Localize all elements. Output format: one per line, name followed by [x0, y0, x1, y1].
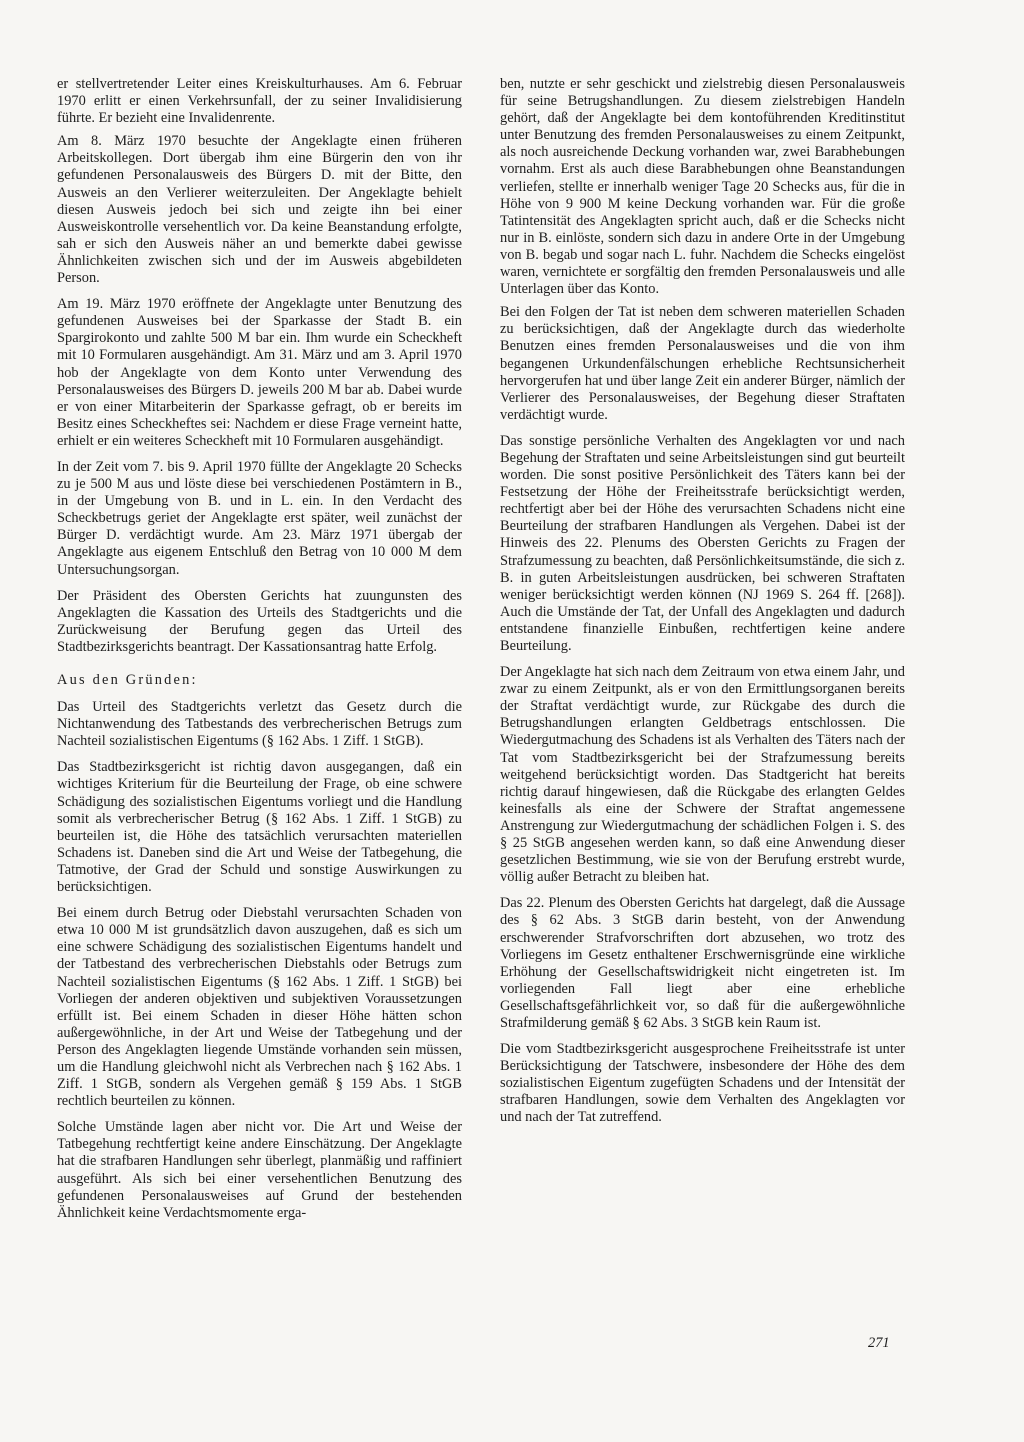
- paragraph: Am 8. März 1970 besuchte der Angeklagte einen früheren Arbeitskollegen. Dort übergab ihm eine Bürgerin den von ihr gefundenen Personalausweis des Bürgers D. mit der Bitte, den Ausweis an den Verlierer weiterzuleiten. Der Angeklagte behielt diesen Ausweis jedoch bei sich und zeigte ihn bei einer Ausweiskontrolle versehentlich vor. Da keine Beanstandung erfolgte, sah er sich den Ausweis näher an und bemerkte dabei gewisse Ähnlichkeiten zwischen sich und der im Ausweis abgebildeten Person.: [57, 133, 462, 287]
- paragraph: Bei einem durch Betrug oder Diebstahl verursachten Schaden von etwa 10 000 M ist grundsätzlich davon auszugehen, daß es sich um eine schwere Schädigung des sozialistischen Eigentums handelt und der Tatbestand des verbrecherischen Diebstahls oder Betrugs zum Nachteil sozialistischen Eigentums (§ 162 Abs. 1 Ziff. 1 StGB) bei Vorliegen der anderen objektiven und subjektiven Voraussetzungen erfüllt ist. Bei einem Schaden in dieser Höhe hätten schon außergewöhnliche, in der Art und Weise der Tatbegehung und der Person des Angeklagten liegende Umstände vorhanden sein müssen, um die Handlung gleichwohl nicht als Verbrechen nach § 162 Abs. 1 Ziff. 1 StGB, sondern als Vergehen gemäß § 159 Abs. 1 StGB rechtlich beurteilen zu können.: [57, 905, 462, 1110]
- section-heading: Aus den Gründen:: [57, 672, 198, 688]
- paragraph: er stellvertretender Leiter eines Kreiskulturhauses. Am 6. Februar 1970 erlitt er einen Verkehrsunfall, der zu seiner Invalidisierung führte. Er bezieht eine Invalidenrente.: [57, 76, 462, 127]
- paragraph: Der Präsident des Obersten Gerichts hat zuungunsten des Angeklagten die Kassation des Urteils des Stadtgerichts und die Zurückweisung der Berufung gegen das Urteil des Stadtbezirksgerichts beantragt. Der Kassationsantrag hatte Erfolg.: [57, 587, 462, 655]
- left-column: [57, 76, 462, 1231]
- paragraph: Das Stadtbezirksgericht ist richtig davon ausgegangen, daß ein wichtiges Kriterium für die Beurteilung der Frage, ob eine schwere Schädigung des sozialistischen Eigentums vorliegt und die Handlung somit als verbrecherischer Betrug (§ 162 Abs. 1 Ziff. 1 StGB) zu beurteilen ist, die Höhe des tatsächlich verursachten materiellen Schadens ist. Daneben sind die Art und Weise der Tatbegehung, die Tatmotive, der Grad der Schuld und sonstige Auswirkungen zu berücksichtigen.: [57, 759, 462, 896]
- paragraph: Das sonstige persönliche Verhalten des Angeklagten vor und nach Begehung der Straftaten und seine Arbeitsleistungen sind gut beurteilt worden. Die sonst positive Persönlichkeit des Täters kann bei der Festsetzung der Höhe der Freiheitsstrafe berücksichtigt werden, rechtfertigt aber bei der Höhe des verursachten Schadens nicht eine Beurteilung der strafbaren Handlungen als Vergehen. Dabei ist der Hinweis des 22. Plenums des Obersten Gerichts zu Fragen der Strafzumessung zu beachten, daß Persönlichkeitsumstände, die sich z. B. in guten Arbeitsleistungen ausdrücken, bei schweren Straftaten weniger berücksichtigt werden können (NJ 1969 S. 264 ff. [268]). Auch die Umstände der Tat, der Unfall des Angeklagten und dadurch entstandene finanzielle Einbußen, rechtfertigen keine andere Beurteilung.: [500, 432, 905, 654]
- paragraph: Der Angeklagte hat sich nach dem Zeitraum von etwa einem Jahr, und zwar zu einem Zeitpunkt, als er von den Ermittlungsorganen bereits der Straftat verdächtigt wurde, zur Rückgabe des durch die Betrugshandlungen erlangten Geldbetrags entschlossen. Die Wiedergutmachung des Schadens ist als Verhalten des Täters nach der Tat vom Stadtbezirksgericht bei der Strafzumessung bereits weitgehend berücksichtigt worden. Das Stadtgericht hat bereits richtig darauf hingewiesen, daß die Rückgabe des erlangten Geldes keinesfalls als eine der Schwere der Straftat angemessene Anstrengung zur Wiedergutmachung der schädlichen Folgen i. S. des § 25 StGB angesehen werden kann, so daß eine Anwendung dieser gesetzlichen Bestimmung, wie sie von der Berufung erstrebt wurde, völlig außer Betracht zu bleiben hat.: [500, 664, 905, 886]
- paragraph: Die vom Stadtbezirksgericht ausgesprochene Freiheitsstrafe ist unter Berücksichtigung der Tatschwere, insbesondere der Höhe des dem sozialistischen Eigentum zugefügten Schadens und der Intensität der strafbaren Handlungen, sowie dem Verhalten des Angeklagten vor und nach der Tat zutreffend.: [500, 1041, 905, 1126]
- paragraph: Bei den Folgen der Tat ist neben dem schweren materiellen Schaden zu berücksichtigen, daß der Angeklagte durch das wiederholte Benutzen eines fremden Personalausweises und die von ihm begangenen Urkundenfälschungen erhebliche Rechtsunsicherheit hervorgerufen hat und über lange Zeit ein anderer Bürger, nämlich der Verlierer des Personalausweises, der Begehung dieser Straftaten verdächtigt wurde.: [500, 304, 905, 423]
- paragraph: Das Urteil des Stadtgerichts verletzt das Gesetz durch die Nichtanwendung des Tatbestands des verbrecherischen Betrugs zum Nachteil sozialistischen Eigentums (§ 162 Abs. 1 Ziff. 1 StGB).: [57, 699, 462, 750]
- page-number: 271: [868, 1335, 890, 1351]
- paragraph: ben, nutzte er sehr geschickt und zielstrebig diesen Personalausweis für seine Betrugshandlungen. Zu diesem zielstrebigen Handeln gehört, daß der Angeklagte bei dem kontoführenden Kreditinstitut unter Benutzung des fremden Personalausweises zu einem Zeitpunkt, als noch ausreichende Deckung vorhanden war, zwei Barabhebungen vornahm. Erst als auch diese Barabhebungen ohne Beanstandungen verliefen, stellte er innerhalb weniger Tage 20 Schecks aus, für die in Höhe von 9 900 M keine Deckung vorhanden war. Für die große Tatintensität des Angeklagten spricht auch, daß er die Schecks nicht nur in B. einlöste, sondern sich dazu in andere Orte in der Umgebung von B. begab und sogar nach L. fuhr. Nachdem die Schecks eingelöst waren, vernichtete er sorgfältig den fremden Personalausweis und alle Unterlagen über das Konto.: [500, 76, 905, 298]
- right-column: [500, 76, 905, 1136]
- paragraph: In der Zeit vom 7. bis 9. April 1970 füllte der Angeklagte 20 Schecks zu je 500 M aus und löste diese bei verschiedenen Postämtern in B., in der Umgebung von B. und in L. ein. In den Verdacht des Scheckbetrugs geriet der Angeklagte erst später, weil zunächst der Bürger D. verdächtigt wurde. Am 23. März 1971 übergab der Angeklagte aus eigenem Entschluß den Betrag von 10 000 M dem Untersuchungsorgan.: [57, 458, 462, 578]
- paragraph: Solche Umstände lagen aber nicht vor. Die Art und Weise der Tatbegehung rechtfertigt keine andere Einschätzung. Der Angeklagte hat die strafbaren Handlungen sehr überlegt, planmäßig und raffiniert ausgeführt. Als sich bei einer versehentlichen Benutzung des gefundenen Personalausweises auf Grund der bestehenden Ähnlichkeit keine Verdachtsmomente erga-: [57, 1119, 462, 1221]
- paragraph: Am 19. März 1970 eröffnete der Angeklagte unter Benutzung des gefundenen Ausweises bei der Sparkasse der Stadt B. ein Spargirokonto und zahlte 500 M bar ein. Ihm wurde ein Scheckheft mit 10 Formularen ausgehändigt. Am 31. März und am 3. April 1970 hob der Angeklagte von dem Konto unter Verwendung des Personalausweises des Bürgers D. jeweils 200 M bar ab. Dabei wurde er von einer Mitarbeiterin der Sparkasse gefragt, ob er bereits im Besitz eines Scheckheftes sei: Nachdem er diese Frage verneint hatte, erhielt er ein weiteres Scheckheft mit 10 Formularen ausgehändigt.: [57, 296, 462, 449]
- paragraph: Das 22. Plenum des Obersten Gerichts hat dargelegt, daß die Aussage des § 62 Abs. 3 StGB darin besteht, von der Anwendung erschwerender Strafvorschriften dort abzusehen, wo trotz des Vorliegens im Gesetz enthaltener Erschwernisgründe eine wirkliche Erhöhung der Gesellschaftswidrigkeit nicht eingetreten ist. Im vorliegenden Fall liegt aber eine erhebliche Gesellschaftsgefährlichkeit vor, so daß für die außergewöhnliche Strafmilderung gemäß § 62 Abs. 3 StGB kein Raum ist.: [500, 895, 905, 1031]
